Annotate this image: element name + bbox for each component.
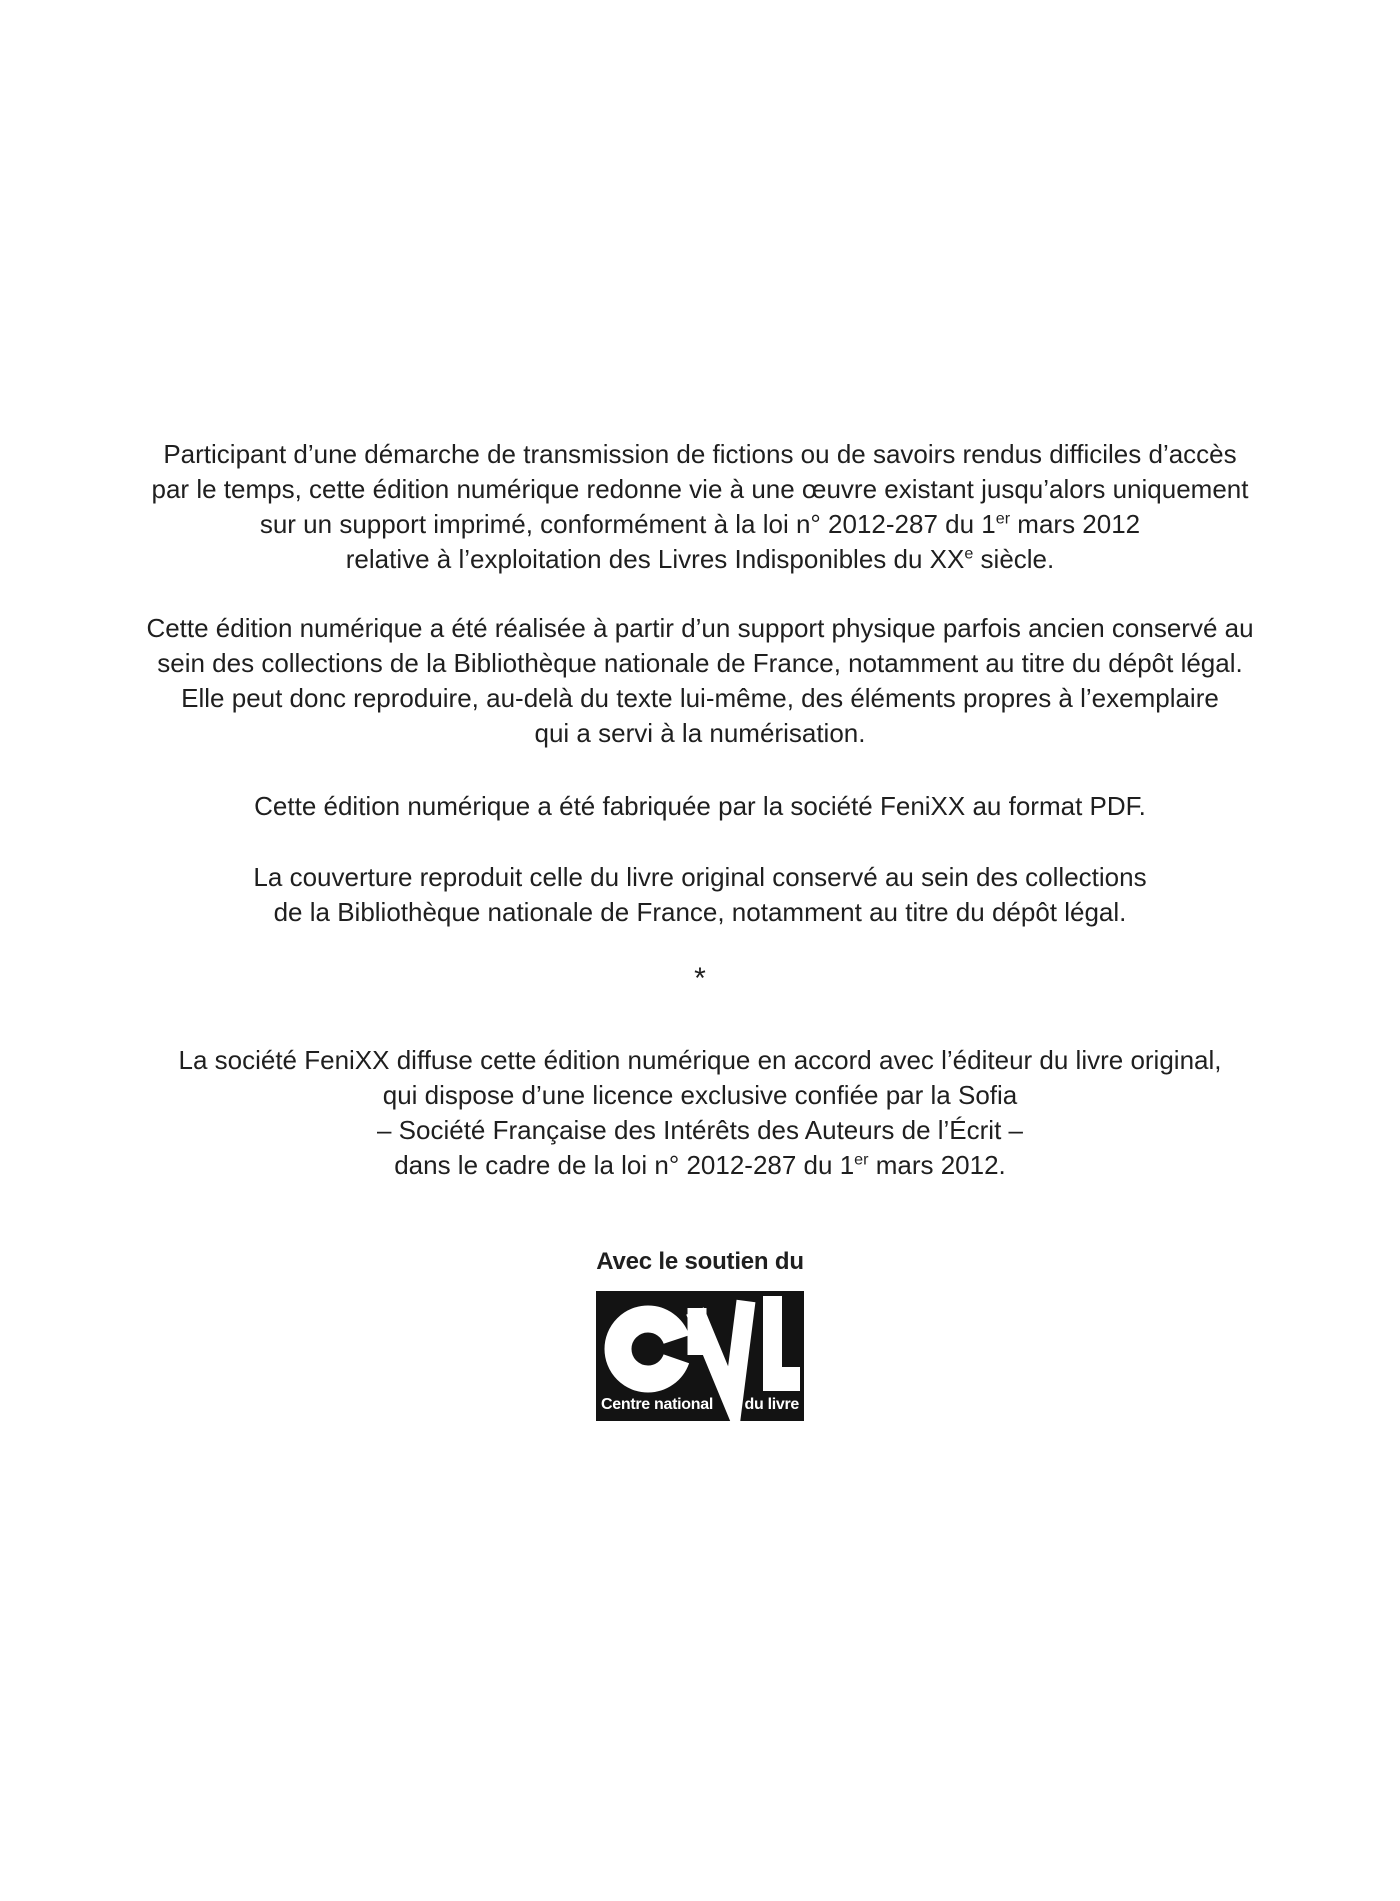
paragraph-diffusion-license: La société FeniXX diffuse cette édition numérique en accord avec l’éditeur du livre original, qui dispose d’une licence exclusive confiée par la Sofia – Société Française des Intérêts des Auteurs de l’Écrit – dans le cadre de la loi n° 2012-287 du 1er mars 2012. [178,1045,1222,1180]
paragraph-fenixx-pdf: Cette édition numérique a été fabriquée par la société FeniXX au format PDF. [254,791,1146,821]
cnl-tagline-left: Centre national [601,1396,713,1413]
cnl-tagline-right: du livre [744,1396,799,1413]
section-separator-asterisk: * [694,962,706,995]
cnl-logo [0,1291,1400,1421]
support-label: Avec le soutien du [596,1248,804,1275]
colophon-text-block [0,437,1400,1421]
paragraph-legal-context: Participant d’une démarche de transmission de fictions ou de savoirs rendus difficiles d’accès par le temps, cette édition numérique redonne vie à une œuvre existant jusqu’alors uniquement sur un support imprimé, conformément à la loi n° 2012-287 du 1er mars 2012 relative à l’exploitation des Livres Indisponibles du XXe siècle. [151,439,1249,574]
paragraph-cover-reproduction: La couverture reproduit celle du livre original conservé au sein des collections de la Bibliothèque nationale de France, notamment au titre du dépôt légal. [253,862,1147,927]
paragraph-source-bnf: Cette édition numérique a été réalisée à partir d’un support physique parfois ancien conservé au sein des collections de la Bibliothèque nationale de France, notamment au titre du dépôt légal. Elle peut donc reproduire, au-delà du texte lui-même, des éléments propres à l’exemplaire qui a servi à la numérisation. [146,613,1254,748]
